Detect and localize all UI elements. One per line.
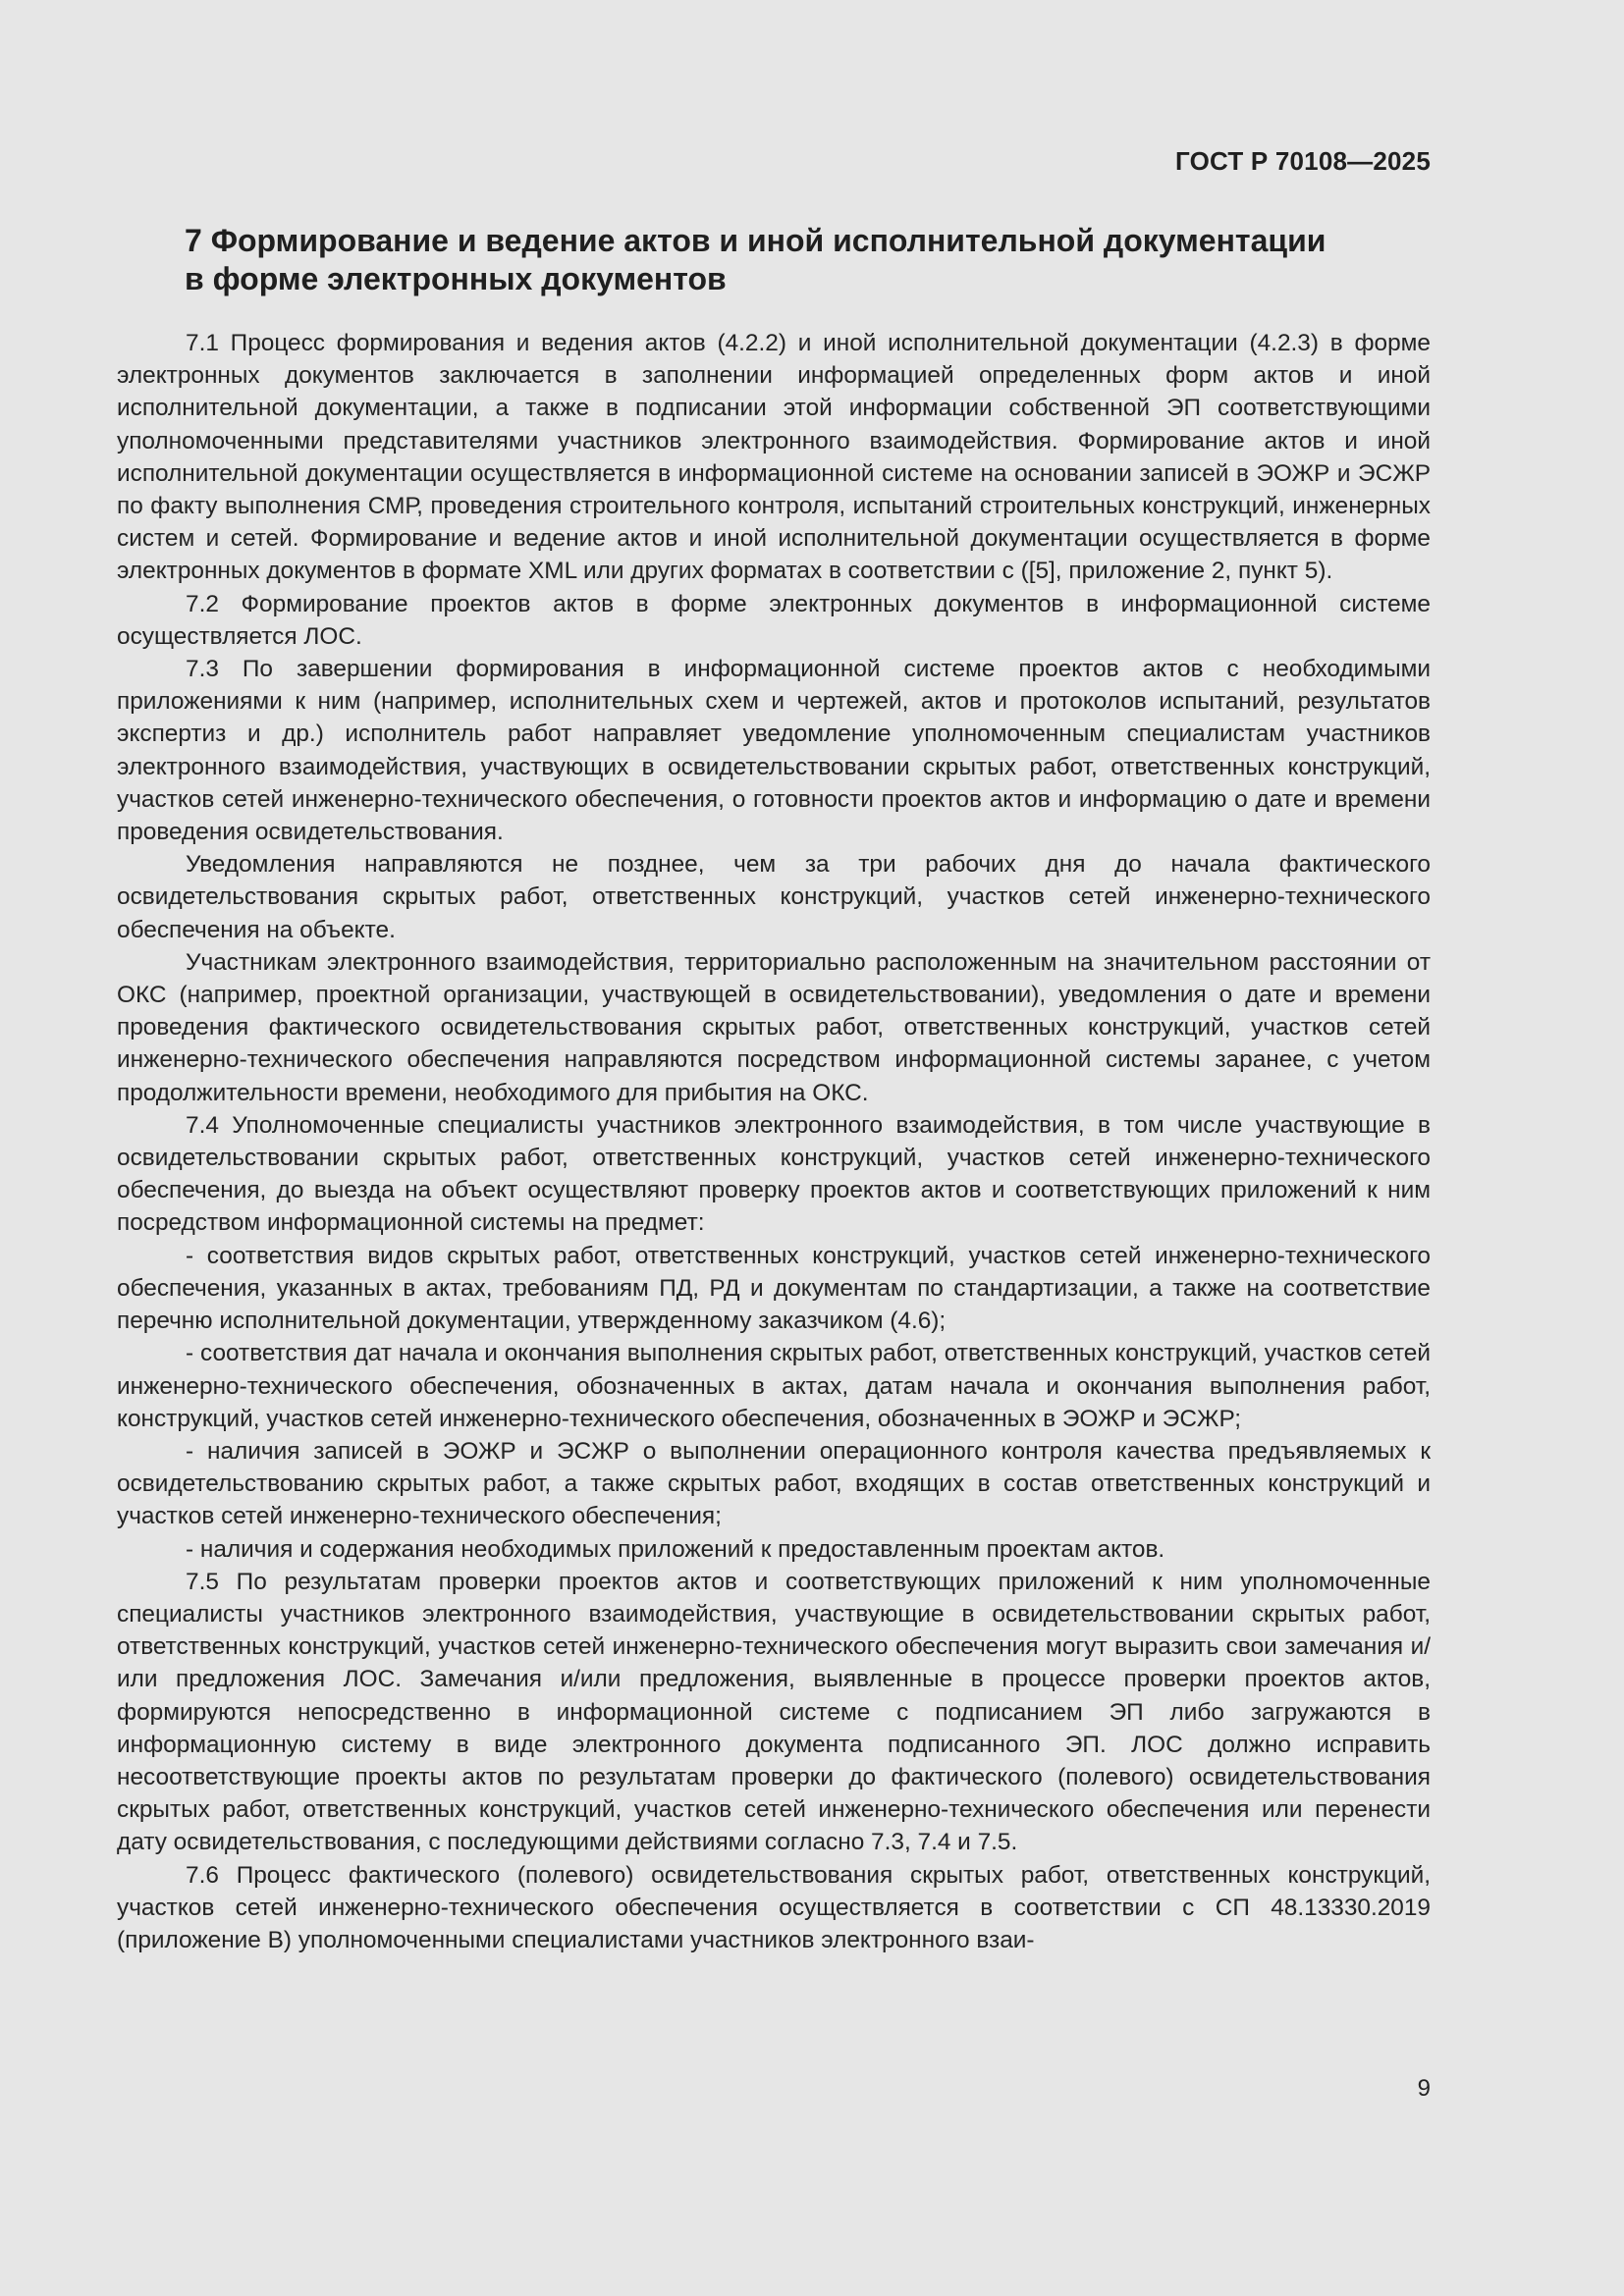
list-item-check-attachments: - наличия и содержания необходимых приложений к предоставленным проектам актов. xyxy=(186,1535,1165,1563)
paragraph-7-4: 7.4 Уполномоченные специалисты участников электронного взаимодействия, в том числе участвующие в освидетельствовании скрытых работ, ответственных конструкций, участков сетей инженерно-технического обеспечения, до выезда на объект осуществляют проверку проектов актов и соответствующих приложений к ним посредством информационной системы на предмет: xyxy=(117,1111,1431,1237)
paragraph-7-1: 7.1 Процесс формирования и ведения актов (4.2.2) и иной исполнительной документации (4.2.3) в форме электронных документов заключается в заполнении информацией определенных форм актов и иной исполнительной документации, а также в подписании этой информации собственной ЭП соответствующими уполномоченными представителями участников электронного взаимодействия. Формирование актов и иной исполнительной документации осуществляется в информационной системе на основании записей в ЭОЖР и ЭСЖР по факту выполнения СМР, проведения строительного контроля, испытаний строительных конструкций, инженерных систем и сетей. Формирование и ведение актов и иной исполнительной документации осуществляется в форме электронных документов в формате XML или других форматах в соответствии с ([5], приложение 2, пункт 5). xyxy=(117,330,1431,585)
section-title-line-2: в форме электронных документов xyxy=(185,261,727,296)
list-item-check-records: - наличия записей в ЭОЖР и ЭСЖР о выполнении операционного контроля качества предъявляемых к освидетельствованию скрытых работ, а также скрытых работ, входящих в состав ответственных конструкций и участков сетей инженерно-технического обеспечения; xyxy=(117,1437,1431,1530)
paragraph-notification-deadline: Уведомления направляются не позднее, чем за три рабочих дня до начала фактического освидетельствования скрытых работ, ответственных конструкций, участков сетей инженерно-технического обеспечения на объекте. xyxy=(117,851,1431,943)
section-body xyxy=(117,327,1431,1956)
section-title-line-1: 7 Формирование и ведение актов и иной исполнительной документации xyxy=(185,223,1326,258)
paragraph-7-2: 7.2 Формирование проектов актов в форме электронных документов в информационной системе осуществляется ЛОС. xyxy=(117,590,1431,650)
section-title xyxy=(185,222,1422,298)
list-item-check-dates: - соответствия дат начала и окончания выполнения скрытых работ, ответственных конструкций, участков сетей инженерно-технического обеспечения, обозначенных в актах, датам начала и окончания выполнения работ, конструкций, участков сетей инженерно-технического обеспечения, обозначенных в ЭОЖР и ЭСЖР; xyxy=(117,1340,1431,1432)
document-code-header: ГОСТ Р 70108—2025 xyxy=(1175,146,1431,176)
page-number: 9 xyxy=(1417,2075,1431,2102)
paragraph-remote-participants: Участникам электронного взаимодействия, территориально расположенным на значительном расстоянии от ОКС (например, проектной организации, участвующей в освидетельствовании), уведомления о дате и времени проведения фактического освидетельствования скрытых работ, ответственных конструкций, участков сетей инженерно-технического обеспечения направляются посредством информационной системы заранее, с учетом продолжительности времени, необходимого для прибытия на ОКС. xyxy=(117,948,1431,1106)
paragraph-7-5: 7.5 По результатам проверки проектов актов и соответствующих приложений к ним уполномоченные специалисты участников электронного взаимодействия, участвующие в освидетельствовании скрытых работ, ответственных конструкций, участков сетей инженерно-технического обеспечения могут выразить свои замечания и/или предложения ЛОС. Замечания и/или предложения, выявленные в процессе проверки проектов актов, формируются непосредственно в информационной системе с подписанием ЭП либо загружаются в информационную систему в виде электронного документа подписанного ЭП. ЛОС должно исправить несоответствующие проекты актов по результатам проверки до фактического (полевого) освидетельствования скрытых работ, ответственных конструкций, участков сетей инженерно-технического обеспечения или перенести дату освидетельствования, с последующими действиями согласно 7.3, 7.4 и 7.5. xyxy=(117,1568,1431,1856)
list-item-check-types: - соответствия видов скрытых работ, ответственных конструкций, участков сетей инженерно-технического обеспечения, указанных в актах, требованиям ПД, РД и документам по стандартизации, а также на соответствие перечню исполнительной документации, утвержденному заказчиком (4.6); xyxy=(117,1242,1431,1335)
paragraph-7-3: 7.3 По завершении формирования в информационной системе проектов актов с необходимыми приложениями к ним (например, исполнительных схем и чертежей, актов и протоколов испытаний, результатов экспертиз и др.) исполнитель работ направляет уведомление уполномоченным специалистам участников электронного взаимодействия, участвующих в освидетельствовании скрытых работ, ответственных конструкций, участков сетей инженерно-технического обеспечения, о готовности проектов актов и информацию о дате и времени проведения освидетельствования. xyxy=(117,656,1431,846)
paragraph-7-6: 7.6 Процесс фактического (полевого) освидетельствования скрытых работ, ответственных конструкций, участков сетей инженерно-технического обеспечения осуществляется в соответствии с СП 48.13330.2019 (приложение В) уполномоченными специалистами участников электронного взаи- xyxy=(117,1861,1431,1953)
